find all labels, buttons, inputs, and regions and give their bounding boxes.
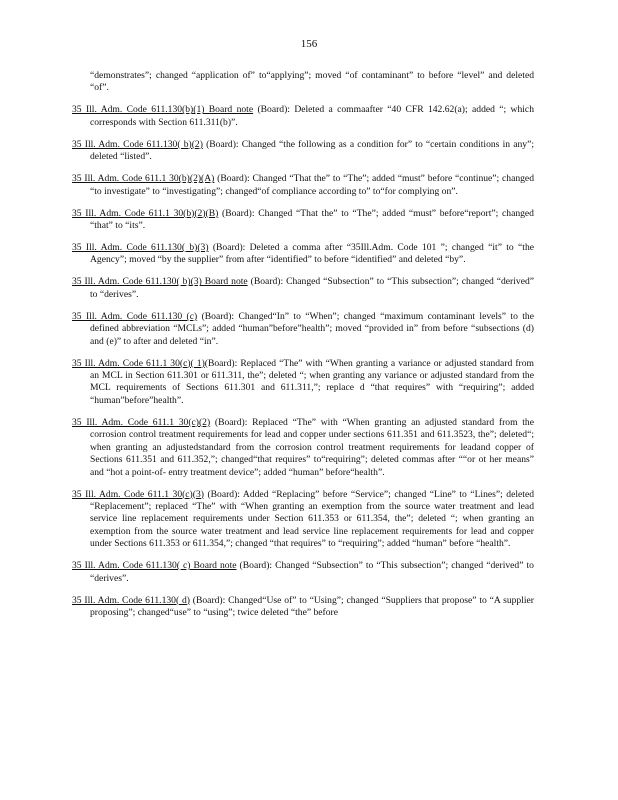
document-body xyxy=(72,70,534,626)
amendment-entry xyxy=(72,311,534,348)
continuation-paragraph: “demonstrates”; changed “application of” to“applying”; moved “of contaminant” to before “level” and deleted “of”. xyxy=(90,70,534,94)
code-citation: 35 Ill. Adm. Code 611.130( d) xyxy=(72,594,190,606)
amendment-entry xyxy=(72,560,534,585)
amendment-entry xyxy=(72,104,534,129)
code-citation: 35 Ill. Adm. Code 611.130 (c) xyxy=(72,310,198,322)
amendment-entry xyxy=(72,139,534,164)
code-citation: 35 Ill. Adm. Code 611.130( b)(2) xyxy=(72,138,203,150)
amendment-entry xyxy=(72,208,534,233)
amendment-entry xyxy=(72,242,534,267)
code-citation: 35 Ill. Adm. Code 611.130(b)(1) Board note xyxy=(72,104,254,116)
code-citation: 35 Ill. Adm. Code 611.130( b)(3) xyxy=(72,242,209,254)
amendment-entry xyxy=(72,595,534,620)
amendment-text: (Board): Changed“In” to “When”; changed “maximum contaminant levels” to the defined abbreviation “MCLs”; added “human”before”health”; moved “provided in” from before “subsections (d) and (e)” to after and deleted “in”. xyxy=(90,310,534,347)
amendment-text: (Board): Changed “That the” to “The”; added “must” before“report”; changed “that” to “its”. xyxy=(90,207,534,232)
amendment-entry xyxy=(72,358,534,408)
amendment-text: (Board): Changed “the following as a condition for” to “certain conditions in any”; deleted “listed”. xyxy=(90,138,534,163)
amendment-text: (Board): Changed“Use of” to “Using”; changed “Suppliers that propose” to “A supplier proposing”; changed“use” to “using”; twice deleted “the” before xyxy=(90,594,534,618)
amendment-entry xyxy=(72,489,534,551)
amendment-text: (Board): Deleted a comma after “35Ill.Adm. Code 101 ”; changed “it” to “the Agency”; moved “by the supplier” from after “identified” to before “identified” and deleted “by”. xyxy=(90,242,535,266)
code-citation: 35 Ill. Adm. Code 611.1 30(c)(3) xyxy=(72,488,204,500)
page-number: 156 xyxy=(300,38,318,50)
amendment-entry xyxy=(72,276,534,301)
amendment-text: (Board): Replaced “The” with “When granting a variance or adjusted standard from an MCL in Section 611.301 or 611.311, the”; deleted “; when granting any variance or adjusted standard from the MCL requirements of Sections 611.301 and 611.311,”; replace d “that requires” with “requiring”; added “human”before”health”. xyxy=(90,357,534,406)
amendment-text: (Board): Replaced “The” with “When granting an adjusted standard from the corrosion control treatment requirements for lead and copper under sections 611.351 and 611.3523, the”; deleted“; when granting an adjustedstandard from the corrosion control treatment requirements for leadand copper of Sections 611.351 and 611.352,”; changed“that requires” to“requiring”; deleted commas after ““or ot her means” and “hot a point-of- entry treatment device”; added “human” before“health”. xyxy=(90,416,534,478)
amendment-entry xyxy=(72,417,534,479)
code-citation: 35 Ill. Adm. Code 611.1 30(c)( 1) xyxy=(72,357,205,369)
amendment-text: (Board): Changed “That the” to “The”; added “must” before “continue”; changed “to investigate” to “investigating”; changed“of compliance according to” to“for complying on”. xyxy=(90,173,534,197)
code-citation: 35 Ill. Adm. Code 611.1 30(b)(2)(A) xyxy=(72,173,215,185)
amendment-text: (Board): Added “Replacing” before “Service”; changed “Line” to “Lines”; deleted “Replacement”; replaced “The” with “When granting an exemption from the source water treatment and lead service line replacement requirements under Section 611.353 or 611.354, the”; deleted “; when granting an exemption from the source water treatment and lead service line replacement requirements for lead and copper under Sections 611.353 or 611.354,”; changed “that requires” to “requiring”; added “human” before “health”. xyxy=(90,488,534,550)
code-citation: 35 Ill. Adm. Code 611.130( b)(3) Board note xyxy=(72,276,248,288)
amendment-text: (Board): Deleted a commaafter “40 CFR 142.62(a); added “; which corresponds with Section 611.311(b)”. xyxy=(90,104,534,128)
code-citation: 35 Ill. Adm. Code 611.130( c) Board note xyxy=(72,560,237,572)
amendment-entry xyxy=(72,173,534,198)
code-citation: 35 Ill. Adm. Code 611.1 30(b)(2)(B) xyxy=(72,207,219,219)
amendment-text: (Board): Changed “Subsection” to “This subsection”; changed “derived” to “derives”. xyxy=(90,560,534,584)
code-citation: 35 Ill. Adm. Code 611.1 30(c)(2) xyxy=(72,416,211,428)
amendment-text: (Board): Changed “Subsection” to “This subsection”; changed “derived” to “derives”. xyxy=(90,276,535,300)
